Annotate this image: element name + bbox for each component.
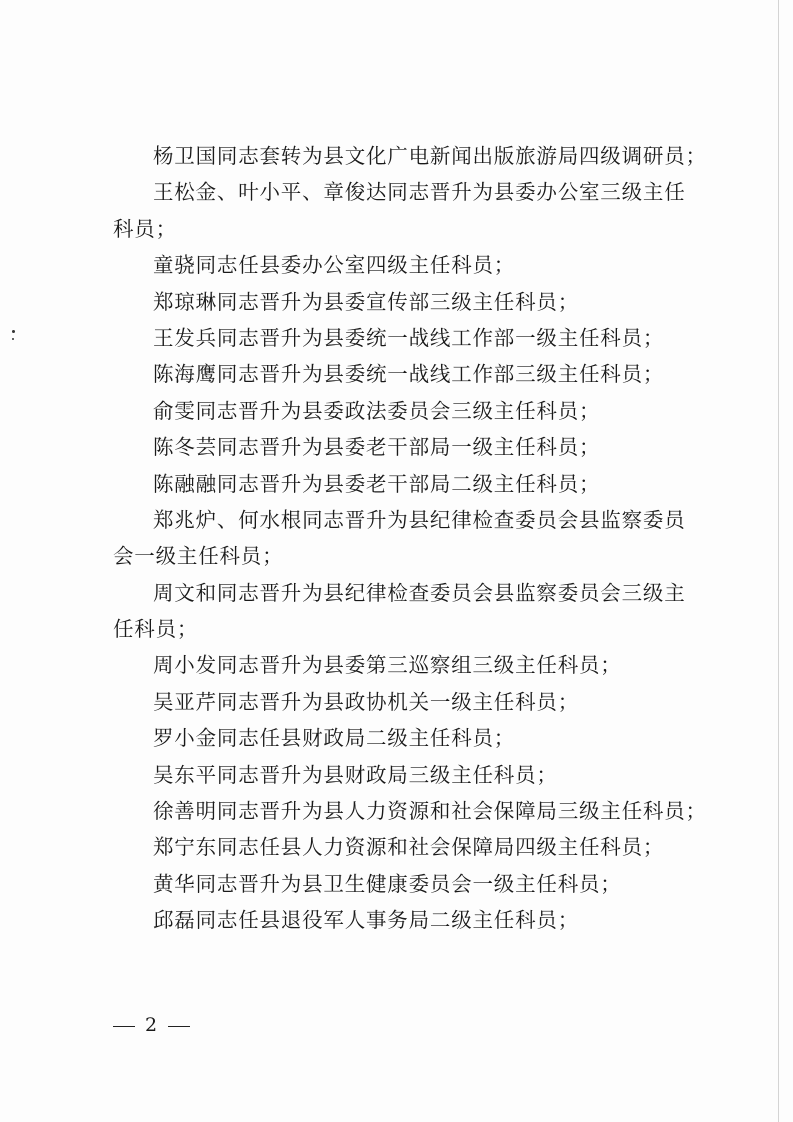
text-line: 吴亚芹同志晋升为县政协机关一级主任科员； [153, 689, 579, 714]
text-line: 郑兆炉、何水根同志晋升为县纪律检查委员会县监察委员 [153, 507, 686, 532]
text-line: 黄华同志晋升为县卫生健康委员会一级主任科员； [153, 871, 622, 896]
text-line: 周小发同志晋升为县委第三巡察组三级主任科员； [153, 653, 622, 678]
text-line: 王发兵同志晋升为县委统一战线工作部一级主任科员； [153, 325, 665, 350]
page-number: 2 [145, 1014, 159, 1036]
text-line: 杨卫国同志套转为县文化广电新闻出版旅游局四级调研员； [153, 144, 707, 168]
text-line: 邱磊同志任县退役军人事务局二级主任科员； [153, 908, 579, 933]
scan-edge [778, 0, 779, 1122]
text-line: 周文和同志晋升为县纪律检查委员会县监察委员会三级主 [153, 580, 686, 605]
text-line: 吴东平同志晋升为县财政局三级主任科员； [153, 762, 558, 787]
text-line: 任科员； [113, 617, 199, 642]
text-line: 俞雯同志晋升为县委政法委员会三级主任科员； [153, 398, 601, 423]
page-footer [113, 1010, 190, 1040]
footer-dash-left [113, 1026, 135, 1027]
text-line: 会一级主任科员； [113, 544, 284, 569]
text-line: 陈冬芸同志晋升为县委老干部局一级主任科员； [153, 435, 601, 460]
text-line: 罗小金同志任县财政局二级主任科员； [153, 726, 516, 751]
text-line: 徐善明同志晋升为县人力资源和社会保障局三级主任科员； [153, 799, 707, 824]
scan-speck [12, 330, 15, 333]
text-line: 陈海鹰同志晋升为县委统一战线工作部三级主任科员； [153, 362, 665, 387]
text-line: 王松金、叶小平、章俊达同志晋升为县委办公室三级主任 [153, 180, 686, 205]
text-line: 科员； [113, 216, 177, 241]
scan-speck [12, 338, 14, 340]
text-line: 郑琼琳同志晋升为县委宣传部三级主任科员； [153, 289, 579, 314]
text-line: 郑宁东同志任县人力资源和社会保障局四级主任科员； [153, 835, 665, 860]
text-line: 童骁同志任县委办公室四级主任科员； [153, 253, 516, 278]
document-body [113, 138, 707, 939]
text-line: 陈融融同志晋升为县委老干部局二级主任科员； [153, 471, 601, 496]
footer-dash-right [168, 1026, 190, 1027]
